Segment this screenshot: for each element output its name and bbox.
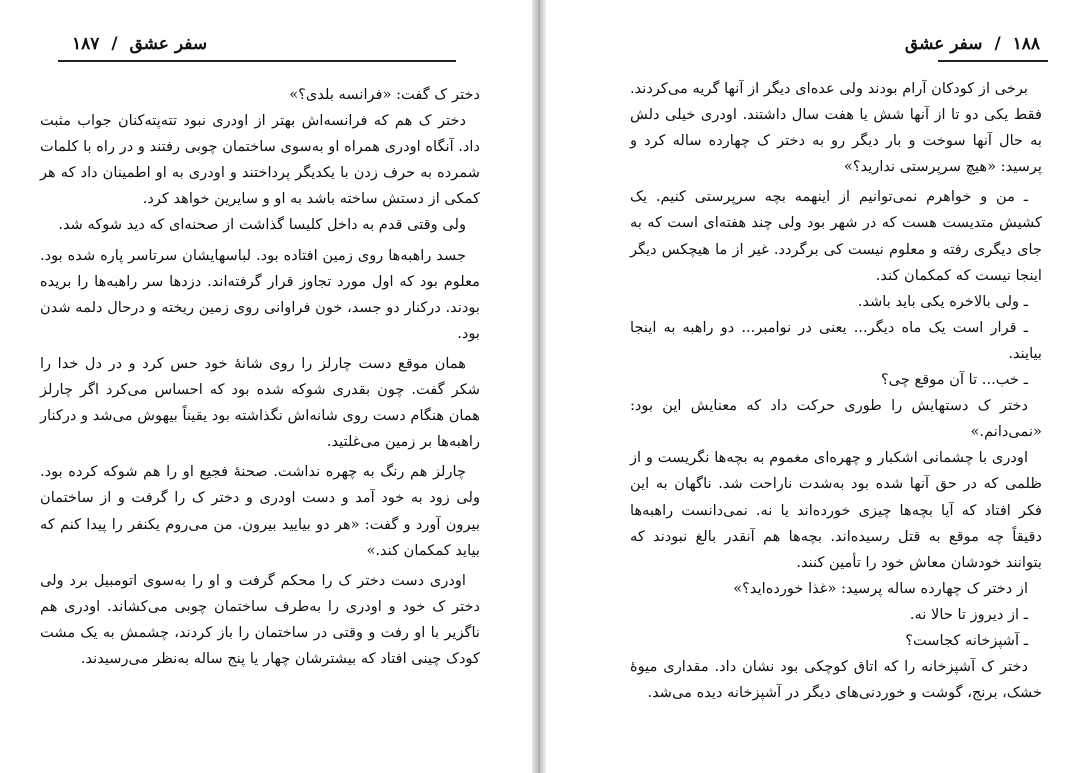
- right-paragraph: دختر ک دستهایش را طوری حرکت داد که معنایش این بود: «نمی‌دانم.»: [630, 397, 1042, 441]
- left-header-rule: [58, 60, 456, 62]
- left-paragraph: همان موقع دست چارلز را روی شانهٔ خود حس کرد و در دل خدا را شکر گفت. چون بقدری شوکه شده بود که احساس می‌کرد اگر چارلز همان هنگام دست روی شانه‌اش نگذاشته بود یقیناً بیهوش می‌شد و درکنار راهبه‌ها بر زمین می‌غلتید.: [40, 354, 480, 451]
- right-paragraph: ـ خب... تا آن موقع چی؟: [880, 371, 1028, 389]
- right-paragraph: ـ قرار است یک ماه دیگر... یعنی در نوامبر... دو راهبه به اینجا بیایند.: [630, 318, 1042, 362]
- left-page-number: ۱۸۷: [72, 34, 100, 54]
- left-paragraph: ولی وقتی قدم به داخل کلیسا گذاشت از صحنه‌ای که دید شوکه شد.: [58, 216, 466, 234]
- right-page-title: سفر عشق: [904, 34, 983, 54]
- right-paragraph: اودری با چشمانی اشکبار و چهره‌ای مغموم به بچه‌ها نگریست و از ظلمی که در حق آنها شده بود به‌شدت ناراحت شد. ناگهان به این فکر افتاد که آیا بچه‌ها چیزی خورده‌اند یا نه. نمی‌دانست راهبه‌ها دقیقاً چه موقع به قتل رسیده‌اند. بچه‌ها هم آنقدر بالغ نبودند که بتوانند خودشان معاش خود را تأمین کنند.: [630, 449, 1042, 571]
- right-paragraph: ـ ولی بالاخره یکی باید باشد.: [857, 292, 1028, 310]
- left-page-title: سفر عشق: [129, 34, 208, 54]
- right-paragraph: ـ از دیروز تا حالا نه.: [909, 605, 1028, 623]
- right-page-number: ۱۸۸: [1012, 34, 1040, 54]
- right-paragraph: ـ من و خواهرم نمی‌توانیم از اینهمه بچه سرپرستی کنیم. یک کشیش متدیست هست که در شهر بود ولی چند هفته‌ای است که به جای دیگری رفته و معلوم نیست کی برگردد. غیر از ما هیچکس دیگر اینجا نیست که کمکمان کند.: [630, 188, 1042, 284]
- right-page-separator: /: [994, 34, 1001, 54]
- left-page-body: [40, 82, 480, 672]
- left-paragraph: دختر ک هم که فرانسه‌اش بهتر از اودری نبود تته‌پته‌کنان جواب مثبت داد. آنگاه اودری همراه او به‌سوی ساختمان چوبی رفتند و در راه با کلمات شمرده به حرف زدن با یکدیگر پرداختند و اودری به او اطمینان داد که هر کمکی از دستش ساخته باشد به او و سایرین خواهد کرد.: [40, 112, 480, 208]
- right-header-rule: [938, 60, 1048, 62]
- left-paragraph: جسد راهبه‌ها روی زمین افتاده بود. لباسهایشان سرتاسر پاره شده بود. معلوم بود که اول مورد تجاوز قرار گرفته‌اند. دزدها سر راهبه‌ها را بریده بودند. درکنار دو جسد، خون فراوانی روی زمین ریخته و درحال دلمه شدن بود.: [40, 246, 480, 342]
- left-paragraph: چارلز هم رنگ به چهره نداشت. صحنهٔ فجیع او را هم شوکه کرده بود. ولی زود به خود آمد و دست اودری و دختر ک را گرفت و از ساختمان بیرون آورد و گفت: «هر دو بیایید بیرون. من می‌روم یکنفر را پیدا کنم که بیاید کمکمان کند.»: [40, 463, 480, 559]
- left-paragraph: دختر ک گفت: «فرانسه بلدی؟»: [289, 86, 480, 103]
- right-running-head: [905, 34, 1040, 54]
- left-page-separator: /: [111, 34, 118, 54]
- right-paragraph: برخی از کودکان آرام بودند ولی عده‌ای دیگر از آنها گریه می‌کردند. فقط یکی دو تا از آنها شش یا هفت سال داشتند. اودری خیلی دلش به حال آنها سوخت و بار دیگر رو به دختر ک چهارده ساله کرد و پرسید: «هیچ سرپرستی ندارید؟»: [630, 80, 1042, 176]
- right-page-body: [630, 76, 1042, 706]
- left-running-head: [72, 34, 207, 54]
- left-page: [0, 0, 532, 773]
- right-paragraph: از دختر ک چهارده ساله پرسید: «غذا خورده‌اید؟»: [733, 579, 1028, 597]
- left-paragraph: اودری دست دختر ک را محکم گرفت و او را به‌سوی اتومبیل برد ولی دختر ک خود و اودری را به‌طرف ساختمان چوبی می‌کشاند. اودری هم ناگزیر با او رفت و وقتی در ساختمان را باز کردند، چشمش به یک مشت کودک چینی افتاد که بیشترشان چهار یا پنج ساله به‌نظر می‌رسیدند.: [40, 571, 480, 667]
- right-paragraph: دختر ک آشپزخانه را که اتاق کوچکی بود نشان داد. مقداری میوهٔ خشک، برنج، گوشت و خوردنی‌های دیگر در آشپزخانه دیده می‌شد.: [630, 658, 1042, 702]
- right-page: [546, 0, 1068, 773]
- right-paragraph: ـ آشپزخانه کجاست؟: [905, 631, 1028, 649]
- book-spine: [532, 0, 546, 773]
